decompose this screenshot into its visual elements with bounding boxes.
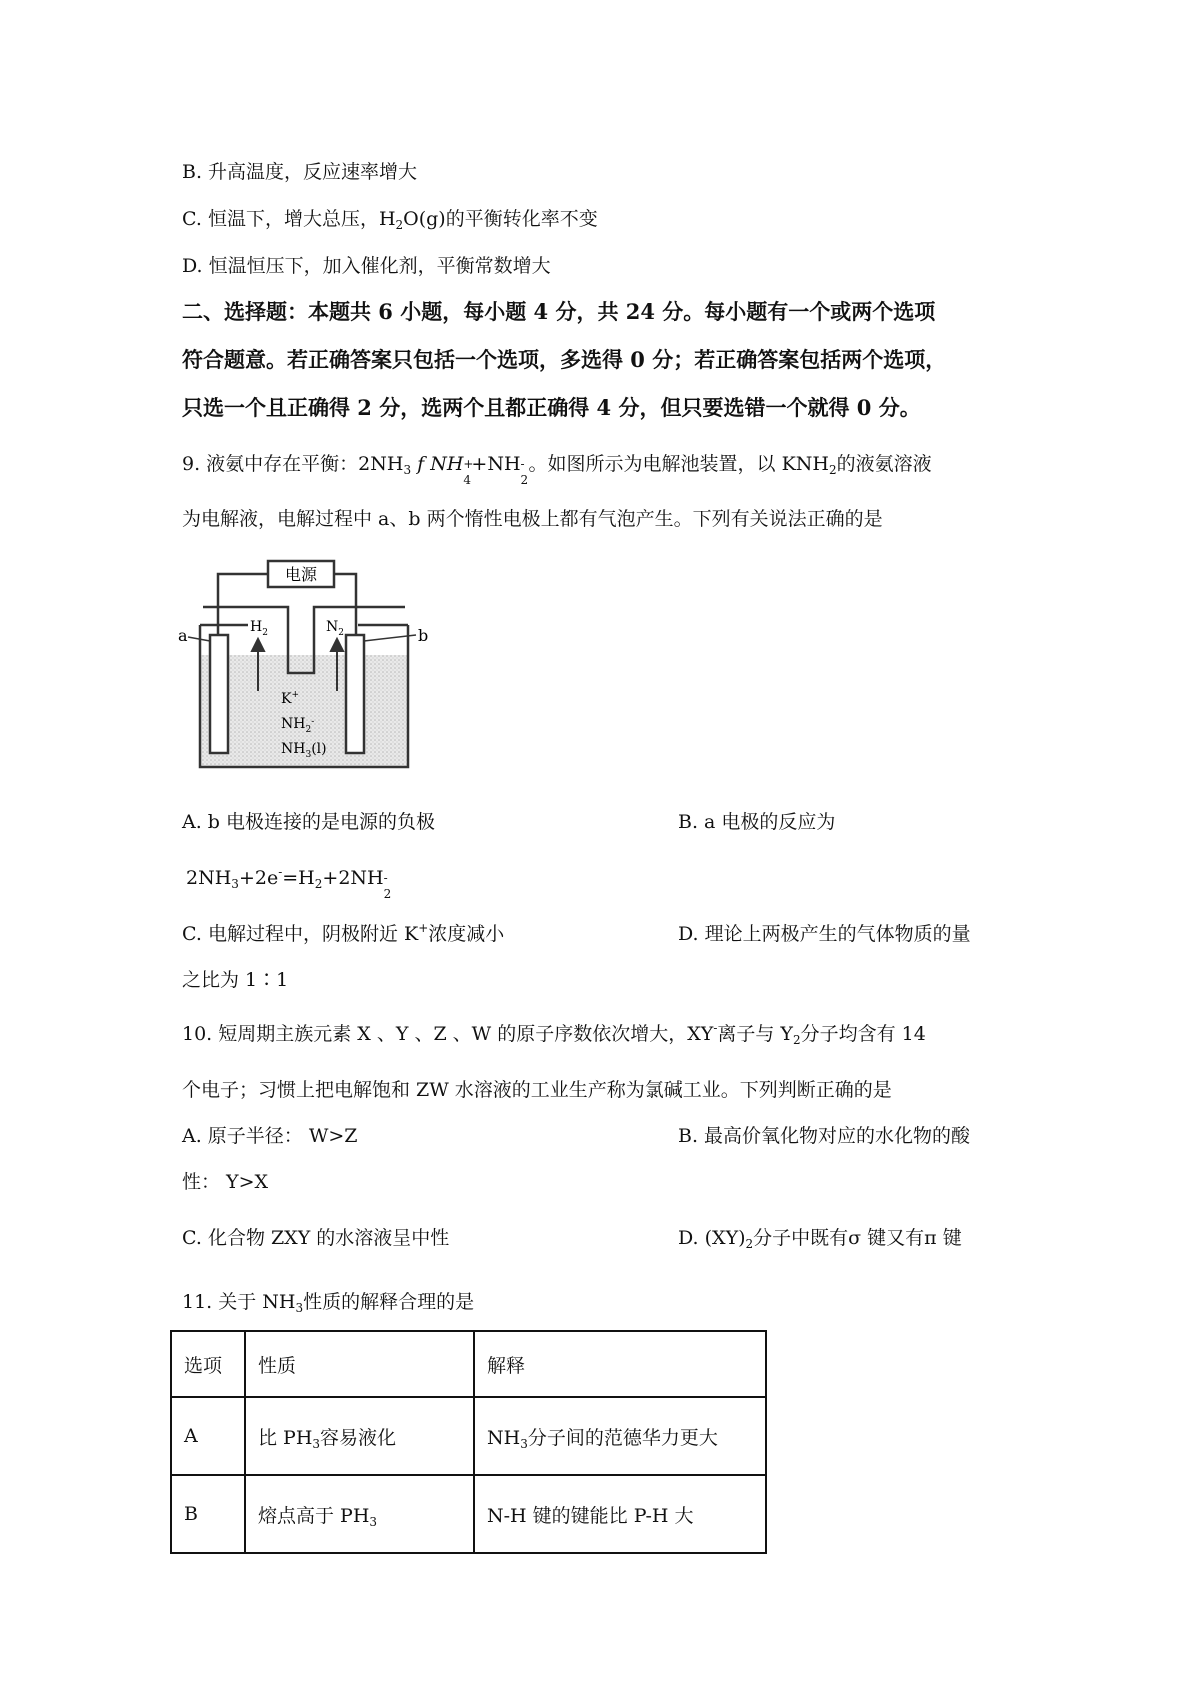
q10-option-a: A. 原子半径： W>Z [182, 1125, 358, 1147]
section2-line3: 只选一个且正确得 2 分，选两个且都正确得 4 分，但只要选错一个就得 0 分。 [182, 395, 921, 420]
electrolysis-diagram [178, 555, 448, 780]
q10-option-b: B. 最高价氧化物对应的水化物的酸 [678, 1125, 971, 1147]
h2-label: $H_2$ [250, 619, 268, 638]
section2-line2: 符合题意。若正确答案只包括一个选项，多选得 0 分；若正确答案包括两个选项， [182, 347, 947, 372]
q8-option-b: B. 升高温度，反应速率增大 [182, 161, 418, 183]
label-b: b [418, 626, 429, 645]
q9-option-b-equation: $2NH_3+2e^-=H_2+2NH$ - 2 [186, 865, 392, 901]
q11-stem: 11. 关于 $NH_3$性质的解释合理的是 [182, 1291, 475, 1315]
table-header-row [171, 1331, 766, 1397]
q10-stem-line1: 10. 短周期主族元素 X 、Y 、Z 、W 的原子序数依次增大，XY-离子与 $Y_2$分子均含有 14 [182, 1021, 926, 1047]
row-b-explanation: N-H 键的键能比 P-H 大 [474, 1475, 766, 1553]
q8-option-d: D. 恒温恒压下，加入催化剂，平衡常数增大 [182, 255, 551, 277]
q9-option-c: C. 电解过程中，阴极附近 K+浓度减小 [182, 921, 505, 945]
row-a-property: 比 $PH_3$容易液化 [245, 1397, 474, 1475]
row-a-explanation: $NH_3$分子间的范德华力更大 [474, 1397, 766, 1475]
row-b-property: 熔点高于 $PH_3$ [245, 1475, 474, 1553]
header-explanation: 解释 [474, 1331, 766, 1397]
q8-option-c: C. 恒温下，增大总压，$H_2O(g)$的平衡转化率不变 [182, 208, 598, 232]
q9-option-a: A. b 电极连接的是电源的负极 [182, 811, 436, 833]
section2-line1: 二、选择题：本题共 6 小题，每小题 4 分，共 24 分。每小题有一个或两个选项 [182, 299, 936, 324]
properties-table [170, 1330, 767, 1554]
q9-option-d-cont: 之比为 1∶1 [182, 969, 289, 991]
q9-stem-line1: 9. 液氨中存在平衡：$2NH_3$ f NH + 4 +NH - 2 。如图所示为电解池装置，以 $KNH_2$的液氨溶液 [182, 453, 932, 487]
nh3-label: $NH_3(l)$ [281, 741, 327, 760]
row-b-option: B [171, 1475, 245, 1553]
q9-stem-line2: 为电解液，电解过程中 a、b 两个惰性电极上都有气泡产生。下列有关说法正确的是 [182, 508, 883, 530]
nh2-ion-label: $NH_2^-$ [281, 716, 315, 735]
row-a-option: A [171, 1397, 245, 1475]
header-property: 性质 [245, 1331, 474, 1397]
table-row [171, 1397, 766, 1475]
label-a: a [178, 626, 188, 645]
table-row [171, 1475, 766, 1553]
q10-stem-line2: 个电子；习惯上把电解饱和 ZW 水溶液的工业生产称为氯碱工业。下列判断正确的是 [182, 1079, 892, 1101]
k-ion-label: K+ [281, 690, 300, 707]
q9-option-b: B. a 电极的反应为 [678, 811, 836, 833]
q10-option-b-cont: 性： Y>X [182, 1171, 269, 1193]
electrode-b [346, 635, 364, 753]
q9-option-d: D. 理论上两极产生的气体物质的量 [678, 923, 971, 945]
power-source-label: 电源 [284, 565, 318, 584]
q10-option-d: D. $(XY)_2$分子中既有σ 键又有π 键 [678, 1227, 962, 1251]
electrode-a [210, 635, 228, 753]
q10-option-c: C. 化合物 ZXY 的水溶液呈中性 [182, 1227, 450, 1249]
n2-label: $N_2$ [326, 619, 344, 638]
header-option: 选项 [171, 1331, 245, 1397]
